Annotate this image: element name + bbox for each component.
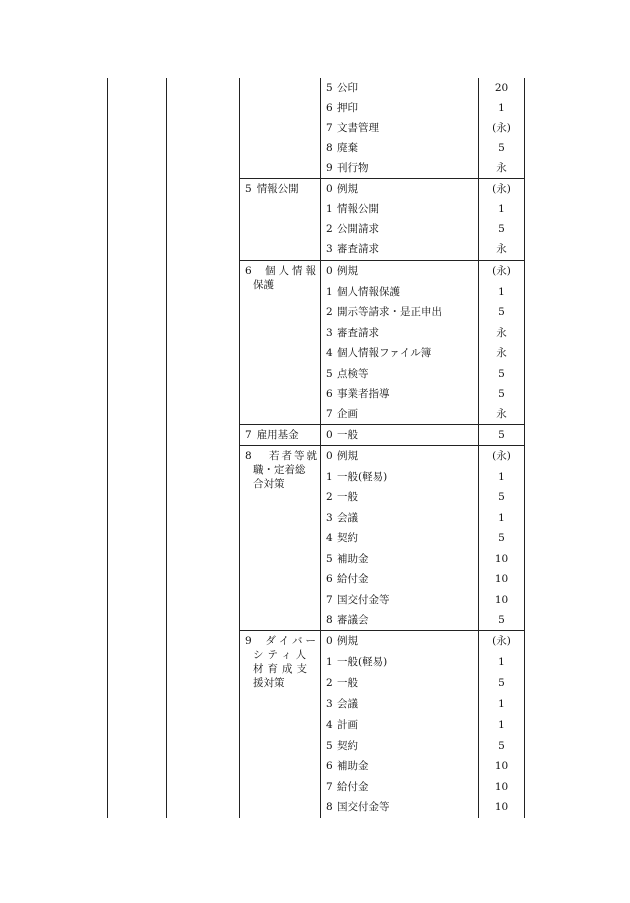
retention-period: 5 <box>498 223 505 235</box>
retention-period: 1 <box>498 470 505 483</box>
retention-period: 永 <box>496 347 507 359</box>
retention-period: (永) <box>492 635 511 647</box>
category-label: 9 ダイバー シティ人 材育成支 援対策 <box>245 635 319 689</box>
list-item: 2 公開請求 <box>326 223 379 235</box>
retention-period: 永 <box>496 243 507 255</box>
list-item: 2 一般 <box>326 491 358 503</box>
list-item: 9 刊行物 <box>326 162 369 174</box>
retention-period: 永 <box>496 162 507 174</box>
list-item: 5 点検等 <box>326 367 369 380</box>
retention-period: (永) <box>492 183 511 195</box>
retention-period: 1 <box>498 102 505 114</box>
list-item: 8 審議会 <box>326 614 369 626</box>
retention-period: 1 <box>498 285 505 298</box>
category-label: 7 雇用基金 <box>245 429 299 441</box>
column-rule-3 <box>239 78 240 818</box>
list-item: 2 開示等請求・是正申出 <box>326 306 442 318</box>
list-item: 3 会議 <box>326 511 358 524</box>
list-item: 7 給付金 <box>326 780 369 793</box>
list-item: 0 例規 <box>326 635 358 647</box>
retention-period: 1 <box>498 511 505 524</box>
retention-period: 5 <box>498 367 505 380</box>
retention-period: (永) <box>492 450 511 462</box>
list-item: 3 審査請求 <box>326 326 379 339</box>
list-item: 5 公印 <box>326 82 358 94</box>
retention-period: 5 <box>498 429 505 441</box>
retention-period: 5 <box>498 677 505 689</box>
list-item: 6 補助金 <box>326 760 369 772</box>
list-item: 7 国交付金等 <box>326 593 390 606</box>
retention-period: 5 <box>498 532 505 544</box>
list-item: 5 補助金 <box>326 552 369 565</box>
list-item: 4 契約 <box>326 532 358 544</box>
list-item: 6 給付金 <box>326 573 369 585</box>
list-item: 0 例規 <box>326 183 358 195</box>
list-item: 8 国交付金等 <box>326 801 390 813</box>
retention-period: (永) <box>492 122 511 134</box>
retention-period: 10 <box>494 760 509 772</box>
retention-period: (永) <box>492 265 511 277</box>
list-item: 1 情報公開 <box>326 203 379 215</box>
retention-period: 5 <box>498 306 505 318</box>
retention-period: 5 <box>498 491 505 503</box>
column-rule-4 <box>320 78 321 818</box>
retention-period: 10 <box>494 552 509 565</box>
retention-period: 10 <box>494 780 509 793</box>
list-item: 5 契約 <box>326 739 358 752</box>
list-item: 7 企画 <box>326 408 358 420</box>
retention-period: 10 <box>494 801 509 813</box>
list-item: 3 審査請求 <box>326 243 379 255</box>
category-label: 5 情報公開 <box>245 183 299 195</box>
category-label: 8 若者等就 職・定着総 合対策 <box>245 450 319 490</box>
column-rule-6 <box>524 78 525 818</box>
list-item: 0 例規 <box>326 265 358 277</box>
list-item: 6 押印 <box>326 102 358 114</box>
list-item: 6 事業者指導 <box>326 388 390 400</box>
retention-period: 永 <box>496 326 507 339</box>
list-item: 1 一般(軽易) <box>326 470 388 483</box>
retention-period: 10 <box>494 573 509 585</box>
retention-period: 20 <box>494 82 509 94</box>
list-item: 1 一般(軽易) <box>326 656 388 668</box>
retention-period: 1 <box>498 719 505 731</box>
retention-period: 1 <box>498 656 505 668</box>
retention-period: 1 <box>498 203 505 215</box>
retention-period: 5 <box>498 739 505 752</box>
retention-period: 5 <box>498 142 505 154</box>
list-item: 0 一般 <box>326 429 358 441</box>
retention-period: 1 <box>498 698 505 710</box>
list-item: 8 廃棄 <box>326 142 358 154</box>
list-item: 7 文書管理 <box>326 122 379 134</box>
list-item: 2 一般 <box>326 677 358 689</box>
list-item: 3 会議 <box>326 698 358 710</box>
column-rule-2 <box>166 78 167 818</box>
category-label: 6 個人情報 保護 <box>245 265 319 291</box>
list-item: 4 個人情報ファイル簿 <box>326 347 432 359</box>
retention-period: 10 <box>494 593 509 606</box>
list-item: 1 個人情報保護 <box>326 285 400 298</box>
column-rule-1 <box>107 78 108 818</box>
list-item: 4 計画 <box>326 719 358 731</box>
column-rule-5 <box>478 78 479 818</box>
list-item: 0 例規 <box>326 450 358 462</box>
retention-period: 永 <box>496 408 507 420</box>
retention-period: 5 <box>498 388 505 400</box>
retention-period: 5 <box>498 614 505 626</box>
